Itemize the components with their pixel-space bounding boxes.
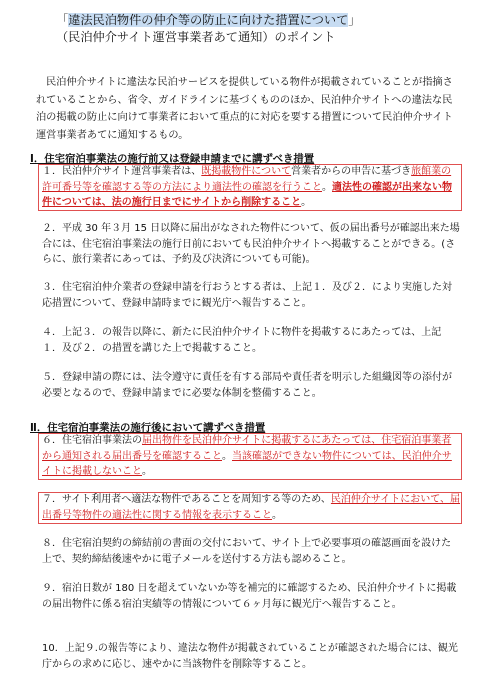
list-item-10: 10．上記９.の報告等により、違法な物件が掲載されていることが確認された場合には、観光庁からの求めに応じ、速やかに当該物件を削除等すること。 bbox=[42, 643, 458, 670]
title-highlight: 違法民泊物件の仲介等の防止に向けた措置について bbox=[68, 13, 349, 27]
list-item-8: ８．住宅宿泊契約の締結前の書面の交付において、サイト上で必要事項の確認画面を設けた上で、契約締結後速やかに電子メールを送付する方法も認めること。 bbox=[42, 538, 452, 565]
title-line-2: （民泊仲介サイト運営事業者あて通知）のポイント bbox=[56, 30, 336, 44]
section-2-heading: Ⅱ．住宅宿泊事業法の施行後において講ずべき措置 bbox=[30, 422, 266, 434]
section-1-heading: Ⅰ．住宅宿泊事業法の施行前又は登録申請までに講ずべき措置 bbox=[30, 153, 315, 165]
list-item-2: ２．平成 30 年３月 15 日以降に届出がなされた物件について、仮の届出番号が確認出来た場合には、住宅宿泊事業法の施行日前においても民泊仲介サイトへ掲載することができる。(さらに、旅行業者にあっては、予約及び決済についても可能)。 bbox=[42, 223, 460, 266]
list-item-3: ３．住宅宿泊仲介業者の登録申請を行おうとする者は、上記１．及び２．により実施した対応措置について、登録申請時までに観光庁へ報告すること。 bbox=[42, 282, 452, 309]
list-item-6: ６．住宅宿泊事業法の届出物件を民泊仲介サイトに掲載するにあたっては、住宅宿泊事業者から通知される届出番号を確認すること。当該確認ができない物件については、民泊仲介サイトに掲載しないこと。 bbox=[42, 435, 452, 478]
list-item-9: ９．宿泊日数が 180 日を超えていないか等を補完的に確認するため、民泊仲介サイトに掲載の届出物件に係る宿泊実績等の情報について６ヶ月毎に観光庁へ報告すること。 bbox=[42, 583, 457, 610]
document-title bbox=[56, 12, 436, 46]
title-line-1: 「違法民泊物件の仲介等の防止に向けた措置について」 bbox=[56, 13, 361, 27]
list-item-7: ７．サイト利用者へ適法な物件であることを周知する等のため、民泊仲介サイトにおいて、届出番号等物件の適法性に関する情報を表示すること。 bbox=[42, 494, 461, 521]
intro-paragraph: 民泊仲介サイトに違法な民泊サービスを提供している物件が掲載されていることが指摘されていることから、省令、ガイドラインに基づくもののほか、民泊仲介サイトへの違法な民泊の掲載の防止に向けて事業者において重点的に対応を要する措置について民泊仲介サイト運営事業者あてに通知するもの。 bbox=[36, 77, 453, 141]
list-item-5: ５．登録申請の際には、法令遵守に責任を有する部局や責任者を明示した組織図等の添付が必要となるので、登録申請までに必要な体制を整備すること。 bbox=[42, 372, 452, 399]
list-item-4: ４．上記３．の報告以降に、新たに民泊仲介サイトに物件を掲載するにあたっては、上記１．及び２．の措置を講じた上で掲載すること。 bbox=[42, 327, 442, 354]
list-item-1: １．民泊仲介サイト運営事業者は、既掲載物件について営業者からの申告に基づき旅館業の許可番号等を確認する等の方法により適法性の確認を行うこと。適法性の確認が出来ない物件については、法の施行日までにサイトから削除すること。 bbox=[42, 166, 452, 209]
